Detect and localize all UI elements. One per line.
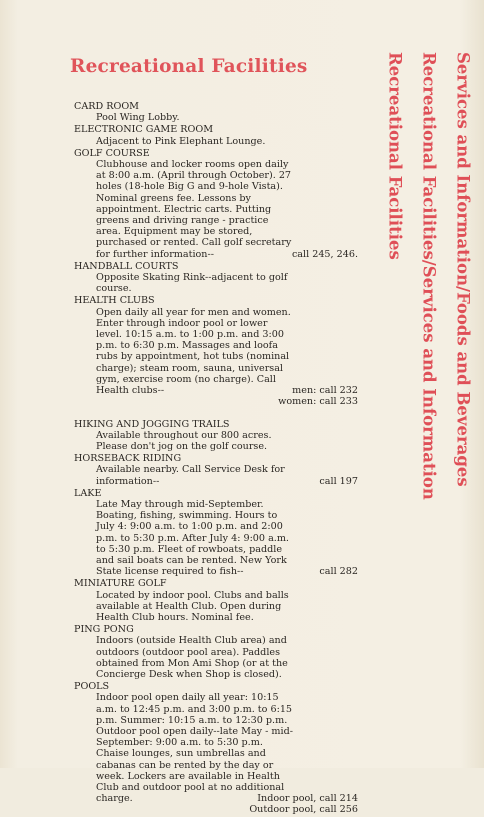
entry-name: HORSEBACK RIDING [74,453,182,465]
entry-handball-courts [74,261,366,295]
entry-electronic-game-room [74,124,366,146]
entry-description: Indoors (outside Health Club area) and outdoors (outdoor pool area). Paddles obtained from Mon Ami Shop (or at the Concierge Desk when Shop is closed). [96,635,288,680]
entry-name: PING PONG [74,624,134,636]
entry-description: Available throughout our 800 acres. Please don't jog on the golf course. [96,429,272,452]
entry-name: GOLF COURSE [74,147,150,159]
entry-golf-course [74,148,366,260]
entry-name: HIKING AND JOGGING TRAILS [74,418,230,430]
entry-description: Open daily all year for men and women. Enter through indoor pool or lower level. 10:15 a.m. to 1:00 p.m. and 3:00 p.m. to 6:30 p.m. Massages and loofa rubs by appointment, hot tubs (nominal charge); steam room, sauna, universal gym, exercise room (no charge). Call Health clubs-- [96,306,291,397]
entry-hiking-jogging-trails [74,419,366,453]
entry-health-clubs [74,295,366,407]
entry-description: Late May through mid-September. Boating, fishing, swimming. Hours to July 4: 9:00 a.m. to 1:00 p.m. and 2:00 p.m. to 5:30 p.m. After July 4: 9:00 a.m. to 5:30 p.m. Fleet of rowboats, paddle and sail boats can be rented. New York State license required to fish-- [96,498,289,578]
side-tabs [378,52,478,572]
entry-name: HANDBALL COURTS [74,260,179,272]
entry-name: CARD ROOM [74,101,140,112]
call-number: call 282 [319,566,358,578]
call-number: call 245, 246. [291,248,358,260]
entry-description: Available nearby. Call Service Desk for information-- [96,464,285,487]
entry-name: MINIATURE GOLF [74,578,167,590]
entry-horseback-riding [74,453,366,487]
entry-name: HEALTH CLUBS [74,295,155,307]
call-number: Outdoor pool, call 256 [249,804,358,816]
facilities-list [74,101,366,817]
entry-description: Clubhouse and locker rooms open daily at 8:00 a.m. (April through October). 27 holes (18-hole Big G and 9-hole Vista). Nominal greens fee. Lessons by appointment. Electric carts. Putting greens and driving range - practice area. Equipment may be stored, purchased or rented. Call golf secretary for further information-- [96,159,292,260]
call-number: call 197 [319,475,358,487]
entry-name: ELECTRONIC GAME ROOM [74,124,214,136]
page-title: Recreational Facilities [70,56,308,77]
call-number: men: call 232 [292,385,358,397]
call-number: women: call 233 [278,396,358,408]
entry-card-room [74,101,366,123]
entry-description: Adjacent to Pink Elephant Lounge. [96,135,266,147]
entry-description: Located by indoor pool. Clubs and balls available at Health Club. Open during Health Club hours. Nominal fee. [96,589,289,623]
entry-miniature-golf [74,578,366,623]
side-tab-recreational: Recreational Facilities [385,52,405,260]
entry-description: Indoor pool open daily all year: 10:15 a.m. to 12:45 p.m. and 3:00 p.m. to 6:15 p.m. Summer: 10:15 a.m. to 12:30 p.m. Outdoor pool open daily--late May - mid-September: 9:00 a.m. to 5:30 p.m. Chaise lounges, sun umbrellas and cabanas can be rented by the day or week. Lockers are available in Health Club and outdoor pool at no additional charge. [96,692,293,805]
side-tab-recreational-services: Recreational Facilities/Services and Information [419,52,439,500]
call-number: Indoor pool, call 214 [257,793,358,805]
entry-ping-pong [74,624,366,680]
entry-name: LAKE [74,487,102,499]
entry-pools [74,681,366,815]
entry-lake [74,488,366,578]
side-tab-services-foods: Services and Information/Foods and Beverages [453,52,473,487]
entry-description: Opposite Skating Rink--adjacent to golf course. [96,272,288,295]
entry-name: POOLS [74,681,110,693]
entry-description: Pool Wing Lobby. [96,112,180,124]
